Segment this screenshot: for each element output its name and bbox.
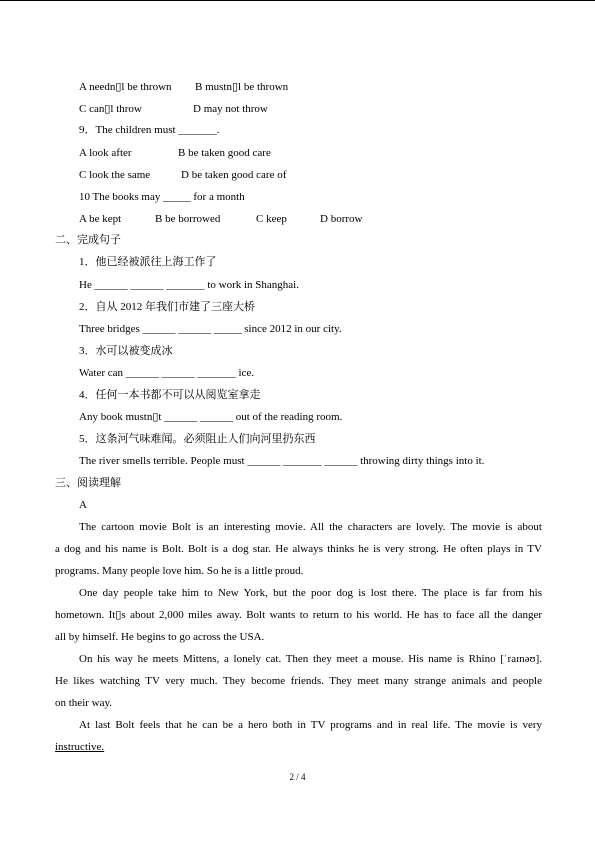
option-9a: A look after xyxy=(79,147,132,159)
paragraph-2-line-2: hometown. It▯s about 2,000 miles away. Bolt wants to return to his world. He has to face all the danger xyxy=(55,609,542,621)
page-number: 2 / 4 xyxy=(289,772,306,782)
paragraph-3-line-2: He likes watching TV very much. They become friends. They meet many strange animals and people xyxy=(55,675,542,687)
option-10b: B be borrowed xyxy=(155,213,221,225)
sentence-3-english: Water can ______ ______ _______ ice. xyxy=(79,367,255,379)
option-10a: A be kept xyxy=(79,213,122,225)
paragraph-2-line-1: One day people take him to New York, but the poor dog is lost there. The place is far from his xyxy=(79,587,542,599)
paragraph-1-line-1: The cartoon movie Bolt is an interesting movie. All the characters are lovely. The movie is about xyxy=(79,521,542,533)
option-8c: C can▯l throw xyxy=(79,103,142,115)
question-9-stem: 9．The children must _______. xyxy=(79,124,220,136)
sentence-1-english: He ______ ______ _______ to work in Shanghai. xyxy=(79,279,299,291)
option-9d: D be taken good care of xyxy=(181,169,287,181)
top-rule xyxy=(0,0,595,1)
sentence-4-english: Any book mustn▯t ______ ______ out of the reading room. xyxy=(79,411,343,423)
sentence-3-chinese: 3．水可以被变成冰 xyxy=(79,345,173,357)
section-3-heading: 三、阅读理解 xyxy=(55,477,121,489)
option-9c: C look the same xyxy=(79,169,151,181)
option-10c: C keep xyxy=(256,213,287,225)
paragraph-3-line-1: On his way he meets Mittens, a lonely cat. Then they meet a mouse. His name is Rhino [ˈraɪnəʊ]. xyxy=(79,653,542,665)
option-8b: B mustn▯l be thrown xyxy=(195,81,289,93)
sentence-2-chinese: 2．自从 2012 年我们市建了三座大桥 xyxy=(79,301,255,313)
paragraph-2-line-3: all by himself. He begins to go across the USA. xyxy=(55,631,265,643)
sentence-1-chinese: 1．他已经被派往上海工作了 xyxy=(79,256,217,268)
option-10d: D borrow xyxy=(320,213,363,225)
sentence-2-english: Three bridges ______ ______ _____ since 2012 in our city. xyxy=(79,323,342,335)
paragraph-4-last-word: instructive. xyxy=(55,741,105,753)
option-8a: A needn▯l be thrown xyxy=(79,81,172,93)
option-9b: B be taken good care xyxy=(178,147,271,159)
paragraph-4-line-1: At last Bolt feels that he can be a hero both in TV programs and in real life. The movie is very xyxy=(79,719,542,731)
option-8d: D may not throw xyxy=(193,103,268,115)
question-10-stem: 10 The books may _____ for a month xyxy=(79,191,245,203)
sentence-5-chinese: 5．这条河气味难闻。必须阻止人们向河里扔东西 xyxy=(79,433,316,445)
passage-label: A xyxy=(79,499,87,511)
paragraph-1-line-3: programs. Many people love him. So he is a little proud. xyxy=(55,565,304,577)
section-2-heading: 二、完成句子 xyxy=(55,234,121,246)
paragraph-1-line-2: a dog and his name is Bolt. Bolt is a dog star. He always thinks he is very strong. He often plays in TV xyxy=(55,543,542,555)
paragraph-3-line-3: on their way. xyxy=(55,697,113,709)
sentence-5-english: The river smells terrible. People must ______ _______ ______ throwing dirty things into it. xyxy=(79,455,485,467)
sentence-4-chinese: 4．任何一本书都不可以从阅览室拿走 xyxy=(79,389,261,401)
